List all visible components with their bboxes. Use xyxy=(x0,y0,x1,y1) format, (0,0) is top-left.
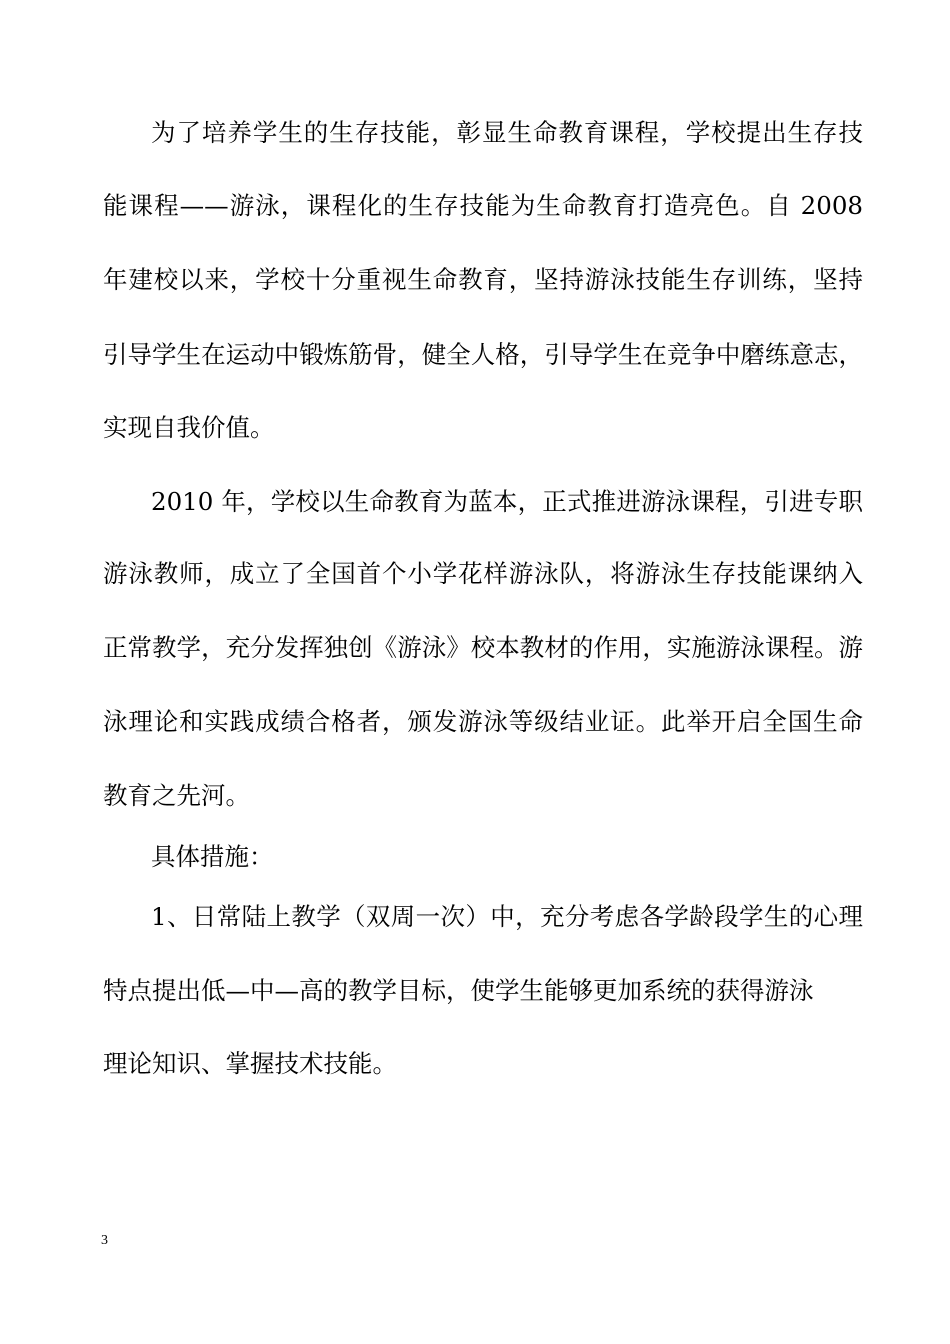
paragraph-4-line-2: 特点提出低—中—高的教学目标，使学生能够更加系统的获得游泳 xyxy=(103,976,814,1005)
paragraph-3-line-1: 具体措施： xyxy=(151,842,274,871)
paragraph-4-line-3: 理论知识、掌握技术技能。 xyxy=(103,1049,397,1078)
paragraph-2-line-5: 教育之先河。 xyxy=(103,781,250,810)
paragraph-4-line-1: 1、日常陆上教学（双周一次）中，充分考虑各学龄段学生的心理 xyxy=(151,902,863,931)
paragraph-2-line-3: 正常教学，充分发挥独创《游泳》校本教材的作用，实施游泳课程。游 xyxy=(103,633,863,662)
paragraph-2-line-2: 游泳教师，成立了全国首个小学花样游泳队，将游泳生存技能课纳入 xyxy=(103,559,863,588)
paragraph-1-line-5: 实现自我价值。 xyxy=(103,413,275,442)
paragraph-1-line-3: 年建校以来，学校十分重视生命教育，坚持游泳技能生存训练，坚持 xyxy=(103,265,863,294)
paragraph-2-line-4: 泳理论和实践成绩合格者，颁发游泳等级结业证。此举开启全国生命 xyxy=(103,707,863,736)
paragraph-1-line-1: 为了培养学生的生存技能，彰显生命教育课程，学校提出生存技 xyxy=(151,118,863,147)
page-number: 3 xyxy=(101,1233,108,1248)
paragraph-1-line-4: 引导学生在运动中锻炼筋骨，健全人格，引导学生在竞争中磨练意志， xyxy=(103,340,863,369)
paragraph-1-line-2: 能课程——游泳，课程化的生存技能为生命教育打造亮色。自 2008 xyxy=(103,191,863,220)
paragraph-2-line-1: 2010 年，学校以生命教育为蓝本，正式推进游泳课程，引进专职 xyxy=(151,487,863,516)
